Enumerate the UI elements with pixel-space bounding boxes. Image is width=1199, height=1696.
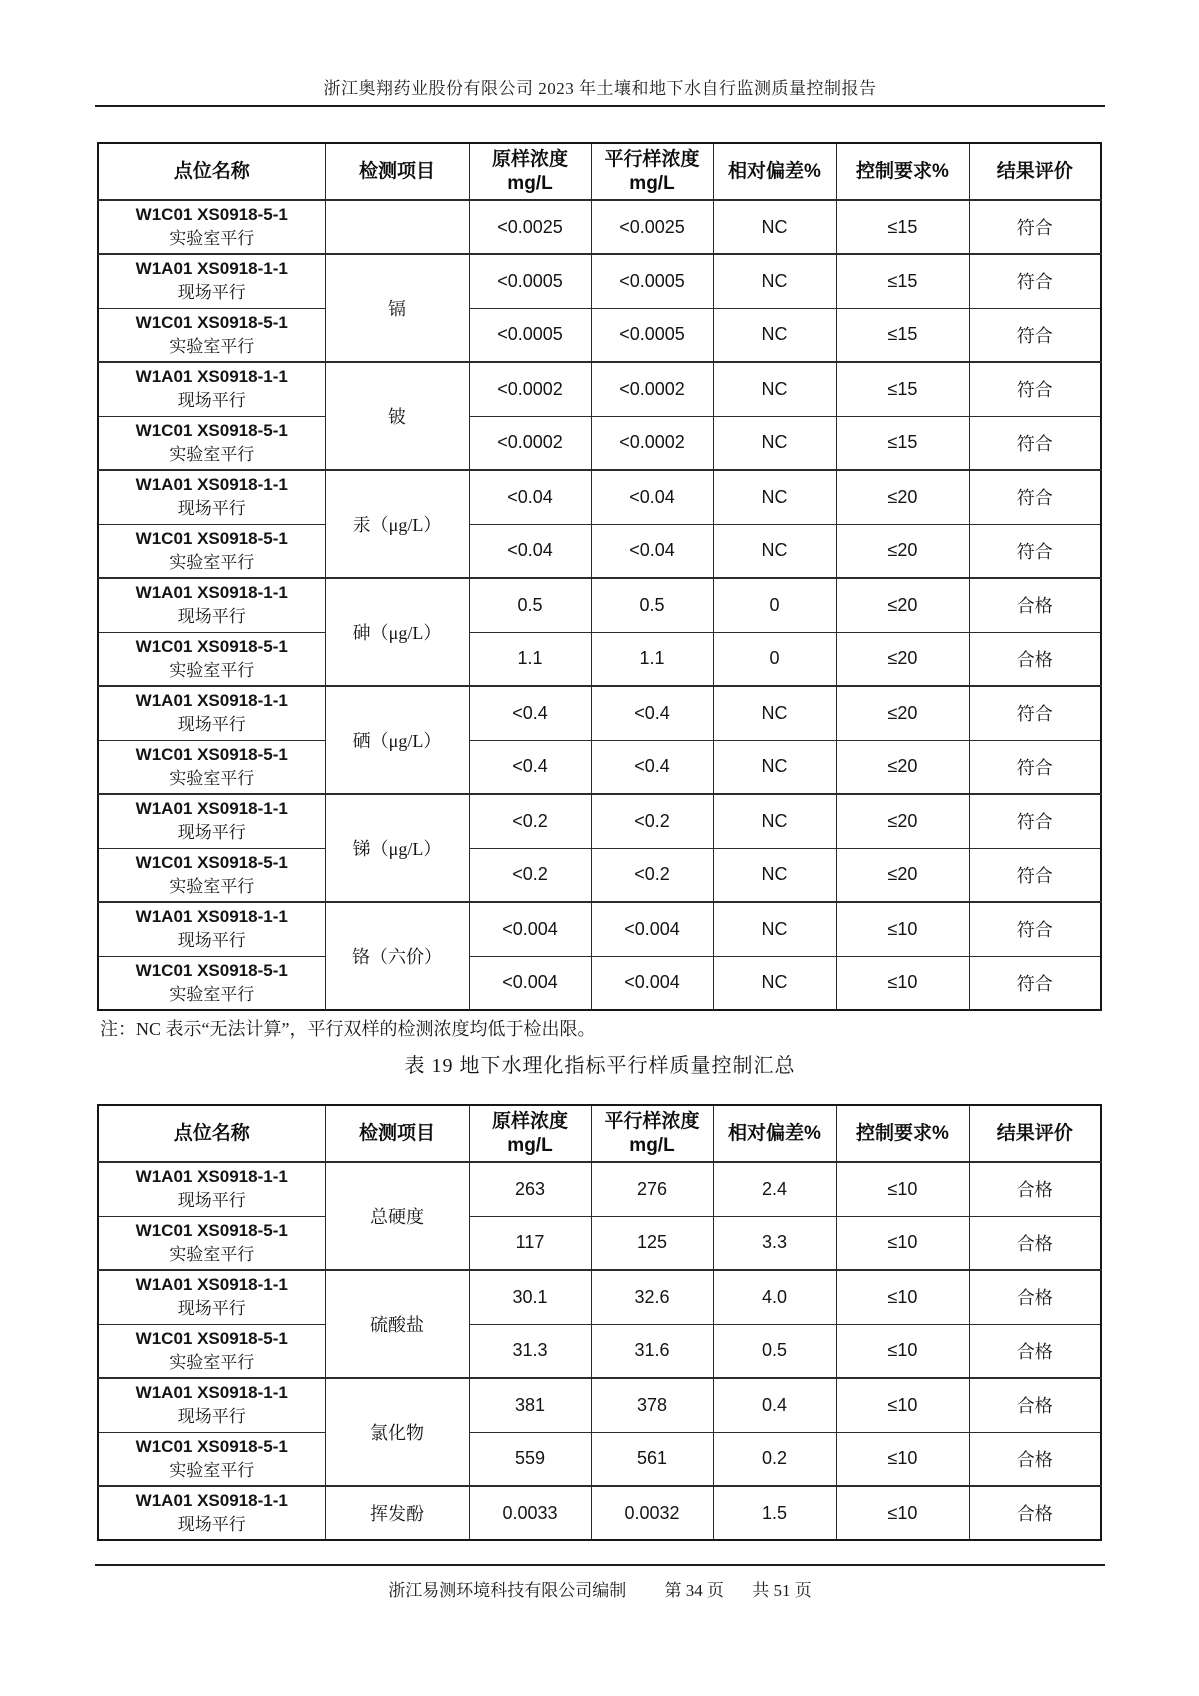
relative-deviation-cell: NC — [713, 686, 836, 740]
table-row — [98, 578, 1101, 632]
table-row — [98, 1162, 1101, 1216]
control-requirement-cell: ≤10 — [836, 902, 969, 956]
control-requirement-cell: ≤20 — [836, 578, 969, 632]
column-header-unit: mg/L — [507, 1134, 553, 1156]
result-evaluation-cell: 符合 — [969, 362, 1101, 416]
result-evaluation-cell: 符合 — [969, 686, 1101, 740]
result-evaluation-cell: 符合 — [969, 200, 1101, 254]
result-evaluation-cell: 符合 — [969, 740, 1101, 794]
result-evaluation-cell: 合格 — [969, 632, 1101, 686]
control-requirement-cell: ≤20 — [836, 794, 969, 848]
column-header: 控制要求% — [836, 143, 969, 200]
site-type-text: 现场平行 — [177, 931, 246, 951]
result-evaluation-cell: 符合 — [969, 848, 1101, 902]
table-row — [98, 632, 1101, 686]
table-row — [98, 902, 1101, 956]
original-concentration-cell: 0.0033 — [469, 1486, 591, 1540]
parallel-concentration-cell: 378 — [591, 1378, 713, 1432]
original-concentration-cell: <0.004 — [469, 956, 591, 1010]
column-header — [469, 143, 591, 200]
column-header-unit: mg/L — [507, 172, 553, 194]
site-id-text: W1C01 XS0918-5-1 — [135, 420, 288, 440]
site-name-cell — [98, 956, 325, 1010]
metals-parallel-qc-table — [97, 142, 1102, 1011]
site-name-cell — [98, 416, 325, 470]
result-evaluation-cell: 合格 — [969, 1324, 1101, 1378]
site-id-text: W1A01 XS0918-1-1 — [135, 1383, 288, 1403]
control-requirement-cell: ≤10 — [836, 956, 969, 1010]
control-requirement-cell: ≤20 — [836, 740, 969, 794]
column-header: 点位名称 — [98, 143, 325, 200]
original-concentration-cell: 30.1 — [469, 1270, 591, 1324]
control-requirement-cell: ≤20 — [836, 470, 969, 524]
result-evaluation-cell: 合格 — [969, 1270, 1101, 1324]
column-header — [469, 1105, 591, 1162]
parallel-concentration-cell: <0.0025 — [591, 200, 713, 254]
control-requirement-cell: ≤10 — [836, 1486, 969, 1540]
table-row — [98, 1324, 1101, 1378]
relative-deviation-cell: 0.2 — [713, 1432, 836, 1486]
site-id-text: W1A01 XS0918-1-1 — [135, 583, 288, 603]
site-name-cell — [98, 686, 325, 740]
column-header: 结果评价 — [969, 143, 1101, 200]
result-evaluation-cell: 合格 — [969, 1486, 1101, 1540]
site-type-text: 现场平行 — [177, 607, 246, 627]
result-evaluation-cell: 符合 — [969, 308, 1101, 362]
parallel-concentration-cell: 0.5 — [591, 578, 713, 632]
analyte-cell: 汞（μg/L） — [325, 470, 469, 578]
site-type-text: 现场平行 — [177, 1515, 246, 1534]
site-name-cell — [98, 794, 325, 848]
site-type-text: 实验室平行 — [169, 1244, 255, 1264]
physicochemical-parallel-qc-table — [97, 1104, 1102, 1541]
table19-title: 表 19 地下水理化指标平行样质量控制汇总 — [404, 1055, 796, 1077]
site-type-text: 现场平行 — [177, 499, 246, 519]
parallel-concentration-cell: <0.0002 — [591, 416, 713, 470]
site-id-text: W1C01 XS0918-5-1 — [135, 528, 288, 548]
result-evaluation-cell: 符合 — [969, 902, 1101, 956]
site-name-cell — [98, 1162, 325, 1216]
column-header: 结果评价 — [969, 1105, 1101, 1162]
table-row — [98, 1486, 1101, 1540]
site-name-cell — [98, 848, 325, 902]
relative-deviation-cell: NC — [713, 254, 836, 308]
original-concentration-cell: 0.5 — [469, 578, 591, 632]
analyte-cell — [325, 200, 469, 254]
original-concentration-cell: <0.0002 — [469, 416, 591, 470]
column-header — [591, 1105, 713, 1162]
relative-deviation-cell: NC — [713, 308, 836, 362]
original-concentration-cell: <0.04 — [469, 470, 591, 524]
site-id-text: W1C01 XS0918-5-1 — [135, 636, 288, 656]
analyte-cell: 硫酸盐 — [325, 1270, 469, 1378]
site-type-text: 实验室平行 — [169, 229, 255, 248]
site-name-cell — [98, 740, 325, 794]
result-evaluation-cell: 符合 — [969, 956, 1101, 1010]
site-id-text: W1A01 XS0918-1-1 — [135, 1491, 288, 1511]
parallel-concentration-cell: 31.6 — [591, 1324, 713, 1378]
column-header-label: 平行样浓度 — [604, 1110, 700, 1132]
table-row — [98, 524, 1101, 578]
table-header-row — [98, 1105, 1101, 1162]
site-type-text: 实验室平行 — [169, 552, 255, 572]
site-type-text: 现场平行 — [177, 823, 246, 843]
column-header: 点位名称 — [98, 1105, 325, 1162]
original-concentration-cell: 263 — [469, 1162, 591, 1216]
site-id-text: W1A01 XS0918-1-1 — [135, 691, 288, 711]
relative-deviation-cell: NC — [713, 200, 836, 254]
relative-deviation-cell: 4.0 — [713, 1270, 836, 1324]
parallel-concentration-cell: 0.0032 — [591, 1486, 713, 1540]
original-concentration-cell: <0.4 — [469, 686, 591, 740]
page-header-title: 浙江奥翔药业股份有限公司 2023 年土壤和地下水自行监测质量控制报告 — [323, 79, 877, 98]
site-id-text: W1C01 XS0918-5-1 — [135, 1328, 288, 1348]
column-header: 相对偏差% — [713, 143, 836, 200]
parallel-concentration-cell: 276 — [591, 1162, 713, 1216]
site-id-text: W1A01 XS0918-1-1 — [135, 367, 288, 387]
site-id-text: W1A01 XS0918-1-1 — [135, 1167, 288, 1187]
original-concentration-cell: 31.3 — [469, 1324, 591, 1378]
site-type-text: 实验室平行 — [169, 444, 255, 464]
site-name-cell — [98, 200, 325, 254]
relative-deviation-cell: 2.4 — [713, 1162, 836, 1216]
table-row — [98, 956, 1101, 1010]
relative-deviation-cell: NC — [713, 470, 836, 524]
analyte-cell: 挥发酚 — [325, 1486, 469, 1540]
footer-company: 浙江易测环境科技有限公司编制 — [388, 1581, 627, 1600]
control-requirement-cell: ≤10 — [836, 1216, 969, 1270]
analyte-cell: 锑（μg/L） — [325, 794, 469, 902]
page-footer — [95, 1576, 1105, 1601]
parallel-concentration-cell: 1.1 — [591, 632, 713, 686]
site-id-text: W1C01 XS0918-5-1 — [135, 205, 288, 225]
site-name-cell — [98, 578, 325, 632]
column-header: 检测项目 — [325, 1105, 469, 1162]
parallel-concentration-cell: <0.04 — [591, 524, 713, 578]
table-row — [98, 1270, 1101, 1324]
analyte-cell: 砷（μg/L） — [325, 578, 469, 686]
control-requirement-cell: ≤20 — [836, 686, 969, 740]
parallel-concentration-cell: 125 — [591, 1216, 713, 1270]
original-concentration-cell: <0.2 — [469, 794, 591, 848]
footer-page-total: 共 51 页 — [752, 1581, 812, 1600]
site-id-text: W1A01 XS0918-1-1 — [135, 259, 288, 279]
site-type-text: 实验室平行 — [169, 876, 255, 896]
site-type-text: 实验室平行 — [169, 1352, 255, 1372]
column-header-unit: mg/L — [629, 1134, 675, 1156]
table-row — [98, 362, 1101, 416]
site-type-text: 实验室平行 — [169, 984, 255, 1004]
control-requirement-cell: ≤15 — [836, 200, 969, 254]
parallel-concentration-cell: <0.004 — [591, 956, 713, 1010]
relative-deviation-cell: 0 — [713, 632, 836, 686]
control-requirement-cell: ≤10 — [836, 1378, 969, 1432]
analyte-cell: 氯化物 — [325, 1378, 469, 1486]
parallel-concentration-cell: 561 — [591, 1432, 713, 1486]
site-id-text: W1C01 XS0918-5-1 — [135, 852, 288, 872]
control-requirement-cell: ≤10 — [836, 1432, 969, 1486]
original-concentration-cell: <0.0002 — [469, 362, 591, 416]
parallel-concentration-cell: <0.4 — [591, 740, 713, 794]
table-row — [98, 308, 1101, 362]
table-row — [98, 794, 1101, 848]
parallel-concentration-cell: <0.4 — [591, 686, 713, 740]
control-requirement-cell: ≤10 — [836, 1324, 969, 1378]
relative-deviation-cell: 3.3 — [713, 1216, 836, 1270]
relative-deviation-cell: 1.5 — [713, 1486, 836, 1540]
site-id-text: W1C01 XS0918-5-1 — [135, 960, 288, 980]
site-name-cell — [98, 1432, 325, 1486]
table-note: 注：NC 表示“无法计算”，平行双样的检测浓度均低于检出限。 — [100, 1019, 596, 1039]
parallel-concentration-cell: 32.6 — [591, 1270, 713, 1324]
site-name-cell — [98, 308, 325, 362]
site-type-text: 现场平行 — [177, 1299, 246, 1319]
parallel-concentration-cell: <0.0005 — [591, 254, 713, 308]
result-evaluation-cell: 符合 — [969, 470, 1101, 524]
analyte-cell: 硒（μg/L） — [325, 686, 469, 794]
control-requirement-cell: ≤20 — [836, 848, 969, 902]
site-name-cell — [98, 1216, 325, 1270]
original-concentration-cell: 117 — [469, 1216, 591, 1270]
header-rule — [95, 105, 1105, 107]
column-header-label: 原样浓度 — [491, 148, 568, 170]
table-row — [98, 686, 1101, 740]
control-requirement-cell: ≤10 — [836, 1162, 969, 1216]
analyte-cell: 镉 — [325, 254, 469, 362]
site-type-text: 现场平行 — [177, 391, 246, 411]
table-row — [98, 200, 1101, 254]
site-type-text: 现场平行 — [177, 1407, 246, 1427]
table-row — [98, 1432, 1101, 1486]
site-id-text: W1C01 XS0918-5-1 — [135, 312, 288, 332]
original-concentration-cell: <0.4 — [469, 740, 591, 794]
result-evaluation-cell: 合格 — [969, 1378, 1101, 1432]
column-header: 控制要求% — [836, 1105, 969, 1162]
column-header: 相对偏差% — [713, 1105, 836, 1162]
parallel-concentration-cell: <0.0002 — [591, 362, 713, 416]
table-row — [98, 416, 1101, 470]
control-requirement-cell: ≤15 — [836, 308, 969, 362]
analyte-cell: 总硬度 — [325, 1162, 469, 1270]
column-header-label: 平行样浓度 — [604, 148, 700, 170]
control-requirement-cell: ≤15 — [836, 416, 969, 470]
control-requirement-cell: ≤15 — [836, 362, 969, 416]
site-name-cell — [98, 524, 325, 578]
control-requirement-cell: ≤20 — [836, 632, 969, 686]
original-concentration-cell: <0.0025 — [469, 200, 591, 254]
analyte-cell: 铍 — [325, 362, 469, 470]
site-name-cell — [98, 1270, 325, 1324]
original-concentration-cell: <0.0005 — [469, 308, 591, 362]
site-name-cell — [98, 1486, 325, 1540]
site-type-text: 现场平行 — [177, 1191, 246, 1211]
column-header-label: 原样浓度 — [491, 1110, 568, 1132]
result-evaluation-cell: 符合 — [969, 416, 1101, 470]
relative-deviation-cell: 0.4 — [713, 1378, 836, 1432]
relative-deviation-cell: NC — [713, 416, 836, 470]
column-header — [591, 143, 713, 200]
table-row — [98, 254, 1101, 308]
original-concentration-cell: <0.0005 — [469, 254, 591, 308]
table-row — [98, 1378, 1101, 1432]
site-name-cell — [98, 470, 325, 524]
parallel-concentration-cell: <0.04 — [591, 470, 713, 524]
control-requirement-cell: ≤10 — [836, 1270, 969, 1324]
site-type-text: 现场平行 — [177, 715, 246, 735]
result-evaluation-cell: 符合 — [969, 794, 1101, 848]
site-name-cell — [98, 254, 325, 308]
site-id-text: W1C01 XS0918-5-1 — [135, 1220, 288, 1240]
analyte-cell: 铬（六价） — [325, 902, 469, 1010]
table-row — [98, 470, 1101, 524]
parallel-concentration-cell: <0.2 — [591, 848, 713, 902]
header-row — [98, 1105, 1101, 1162]
site-name-cell — [98, 362, 325, 416]
relative-deviation-cell: NC — [713, 956, 836, 1010]
site-type-text: 现场平行 — [177, 283, 246, 303]
relative-deviation-cell: NC — [713, 848, 836, 902]
column-header: 检测项目 — [325, 143, 469, 200]
result-evaluation-cell: 合格 — [969, 1432, 1101, 1486]
site-type-text: 实验室平行 — [169, 660, 255, 680]
table-header-row — [98, 143, 1101, 200]
header-row — [98, 143, 1101, 200]
site-name-cell — [98, 632, 325, 686]
original-concentration-cell: 559 — [469, 1432, 591, 1486]
result-evaluation-cell: 合格 — [969, 578, 1101, 632]
relative-deviation-cell: NC — [713, 794, 836, 848]
relative-deviation-cell: NC — [713, 524, 836, 578]
relative-deviation-cell: NC — [713, 740, 836, 794]
original-concentration-cell: 1.1 — [469, 632, 591, 686]
site-name-cell — [98, 1378, 325, 1432]
table-row — [98, 740, 1101, 794]
relative-deviation-cell: 0.5 — [713, 1324, 836, 1378]
footer-page-number: 第 34 页 — [664, 1581, 724, 1600]
parallel-concentration-cell: <0.0005 — [591, 308, 713, 362]
site-id-text: W1A01 XS0918-1-1 — [135, 475, 288, 495]
site-type-text: 实验室平行 — [169, 336, 255, 356]
result-evaluation-cell: 符合 — [969, 254, 1101, 308]
control-requirement-cell: ≤15 — [836, 254, 969, 308]
original-concentration-cell: <0.2 — [469, 848, 591, 902]
site-name-cell — [98, 902, 325, 956]
site-id-text: W1C01 XS0918-5-1 — [135, 744, 288, 764]
site-type-text: 实验室平行 — [169, 1460, 255, 1480]
table-row — [98, 848, 1101, 902]
site-id-text: W1A01 XS0918-1-1 — [135, 799, 288, 819]
site-id-text: W1C01 XS0918-5-1 — [135, 1436, 288, 1456]
relative-deviation-cell: NC — [713, 902, 836, 956]
result-evaluation-cell: 合格 — [969, 1162, 1101, 1216]
site-id-text: W1A01 XS0918-1-1 — [135, 1275, 288, 1295]
original-concentration-cell: 381 — [469, 1378, 591, 1432]
site-name-cell — [98, 1324, 325, 1378]
footer-rule — [95, 1564, 1105, 1566]
result-evaluation-cell: 合格 — [969, 1216, 1101, 1270]
parallel-concentration-cell: <0.004 — [591, 902, 713, 956]
relative-deviation-cell: 0 — [713, 578, 836, 632]
control-requirement-cell: ≤20 — [836, 524, 969, 578]
relative-deviation-cell: NC — [713, 362, 836, 416]
original-concentration-cell: <0.004 — [469, 902, 591, 956]
result-evaluation-cell: 符合 — [969, 524, 1101, 578]
column-header-unit: mg/L — [629, 172, 675, 194]
parallel-concentration-cell: <0.2 — [591, 794, 713, 848]
original-concentration-cell: <0.04 — [469, 524, 591, 578]
site-id-text: W1A01 XS0918-1-1 — [135, 907, 288, 927]
table-row — [98, 1216, 1101, 1270]
site-type-text: 实验室平行 — [169, 768, 255, 788]
